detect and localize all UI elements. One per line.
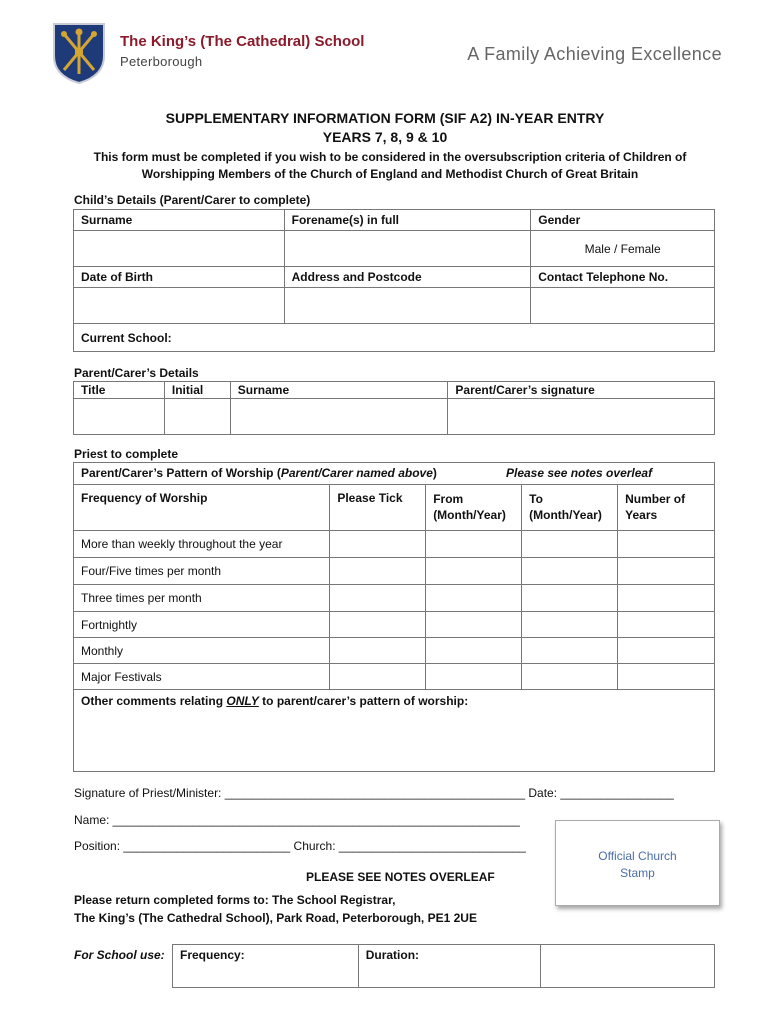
years-cell[interactable] xyxy=(618,612,715,638)
worship-row-label: Four/Five times per month xyxy=(74,558,330,585)
to-header-line2: (Month/Year) xyxy=(529,508,602,522)
priest-signature-line[interactable]: Signature of Priest/Minister: _____________________________________________ Date: _________________ xyxy=(74,786,674,800)
gender-field[interactable]: Male / Female xyxy=(531,231,715,267)
worship-heading xyxy=(74,463,715,485)
form-subtitle: YEARS 7, 8, 9 & 10 xyxy=(322,129,448,145)
school-location: Peterborough xyxy=(120,54,203,69)
child-details-table xyxy=(73,209,715,352)
intro-line-2: Worshipping Members of the Church of England and Methodist Church of Great Britain xyxy=(141,167,639,181)
worship-row-label: More than weekly throughout the year xyxy=(74,531,330,558)
tick-cell[interactable] xyxy=(330,638,426,664)
to-cell[interactable] xyxy=(522,531,618,558)
from-cell[interactable] xyxy=(426,664,522,690)
from-header xyxy=(426,485,522,531)
forenames-field[interactable] xyxy=(284,231,531,267)
other-comments-field[interactable] xyxy=(74,690,715,772)
from-cell[interactable] xyxy=(426,638,522,664)
surname-header: Surname xyxy=(74,210,285,231)
from-header-line2: (Month/Year) xyxy=(433,508,506,522)
parent-initial-header: Initial xyxy=(164,382,230,399)
school-use-label: For School use: xyxy=(74,948,165,962)
school-use-frequency[interactable]: Frequency: xyxy=(173,945,359,988)
phone-field[interactable] xyxy=(531,288,715,324)
parent-details-table xyxy=(73,381,715,435)
phone-header: Contact Telephone No. xyxy=(531,267,715,288)
dob-field[interactable] xyxy=(74,288,285,324)
parent-title-header: Title xyxy=(74,382,165,399)
from-cell[interactable] xyxy=(426,612,522,638)
tick-cell[interactable] xyxy=(330,612,426,638)
worship-row-label: Monthly xyxy=(74,638,330,664)
years-cell[interactable] xyxy=(618,531,715,558)
return-instructions-line1: Please return completed forms to: The School Registrar, xyxy=(74,893,396,907)
surname-field[interactable] xyxy=(74,231,285,267)
school-motto: A Family Achieving Excellence xyxy=(467,44,722,64)
to-cell[interactable] xyxy=(522,664,618,690)
see-notes-overleaf: Please see notes overleaf xyxy=(506,466,653,480)
to-cell[interactable] xyxy=(522,638,618,664)
years-cell[interactable] xyxy=(618,664,715,690)
school-name: The King’s (The Cathedral) School xyxy=(120,33,365,50)
worship-table xyxy=(73,462,715,772)
worship-heading-pre: Parent/Carer’s Pattern of Worship ( xyxy=(81,466,281,480)
child-details-label: Child’s Details (Parent/Carer to complete) xyxy=(74,193,311,207)
school-crest-icon xyxy=(52,22,106,84)
years-header-line2: Years xyxy=(625,508,658,522)
intro-line-1: This form must be completed if you wish to be considered in the oversubscription criteria of Children of xyxy=(93,150,687,164)
school-use-duration[interactable]: Duration: xyxy=(358,945,541,988)
school-use-extra[interactable] xyxy=(541,945,715,988)
to-cell[interactable] xyxy=(522,612,618,638)
years-cell[interactable] xyxy=(618,638,715,664)
to-header xyxy=(522,485,618,531)
stamp-label-line1: Official Church xyxy=(598,849,677,863)
comments-label-post: to parent/carer’s pattern of worship: xyxy=(258,694,469,708)
years-header xyxy=(618,485,715,531)
worship-row-label: Three times per month xyxy=(74,585,330,612)
form-intro xyxy=(70,149,710,183)
parent-surname-field[interactable] xyxy=(230,399,448,435)
parent-initial-field[interactable] xyxy=(164,399,230,435)
dob-header: Date of Birth xyxy=(74,267,285,288)
address-header: Address and Postcode xyxy=(284,267,531,288)
from-header-line1: From xyxy=(433,492,464,506)
from-cell[interactable] xyxy=(426,585,522,612)
address-field[interactable] xyxy=(284,288,531,324)
return-instructions-line2: The King’s (The Cathedral School), Park Road, Peterborough, PE1 2UE xyxy=(74,911,477,925)
form-title: SUPPLEMENTARY INFORMATION FORM (SIF A2) IN-YEAR ENTRY xyxy=(165,110,605,126)
tick-cell[interactable] xyxy=(330,585,426,612)
priest-name-line[interactable]: Name: _____________________________________________________________ xyxy=(74,813,520,827)
worship-heading-post: ) xyxy=(432,466,437,480)
tick-cell[interactable] xyxy=(330,664,426,690)
stamp-label-line2: Stamp xyxy=(620,866,655,880)
current-school-field[interactable]: Current School: xyxy=(74,324,715,352)
years-cell[interactable] xyxy=(618,558,715,585)
tick-cell[interactable] xyxy=(330,531,426,558)
see-notes-overleaf-footer: PLEASE SEE NOTES OVERLEAF xyxy=(306,870,495,884)
gender-header: Gender xyxy=(531,210,715,231)
official-church-stamp-box xyxy=(555,820,720,906)
parent-title-field[interactable] xyxy=(74,399,165,435)
priest-section-label: Priest to complete xyxy=(74,447,179,461)
please-tick-header: Please Tick xyxy=(330,485,426,531)
letterhead xyxy=(52,22,722,86)
forenames-header: Forename(s) in full xyxy=(284,210,531,231)
worship-row-label: Fortnightly xyxy=(74,612,330,638)
frequency-header: Frequency of Worship xyxy=(74,485,330,531)
to-cell[interactable] xyxy=(522,558,618,585)
from-cell[interactable] xyxy=(426,531,522,558)
school-use-table xyxy=(172,944,715,988)
to-header-line1: To xyxy=(529,492,543,506)
position-church-line[interactable]: Position: _________________________ Church: ____________________________ xyxy=(74,839,526,853)
years-cell[interactable] xyxy=(618,585,715,612)
from-cell[interactable] xyxy=(426,558,522,585)
years-header-line1: Number of xyxy=(625,492,686,506)
parent-signature-header: Parent/Carer’s signature xyxy=(448,382,715,399)
parent-surname-header: Surname xyxy=(230,382,448,399)
tick-cell[interactable] xyxy=(330,558,426,585)
parent-signature-field[interactable] xyxy=(448,399,715,435)
parent-details-label: Parent/Carer’s Details xyxy=(74,366,199,380)
to-cell[interactable] xyxy=(522,585,618,612)
worship-heading-italic: Parent/Carer named above xyxy=(280,466,433,480)
worship-row-label: Major Festivals xyxy=(74,664,330,690)
comments-label-only: ONLY xyxy=(226,694,259,708)
comments-label-pre: Other comments relating xyxy=(81,694,227,708)
